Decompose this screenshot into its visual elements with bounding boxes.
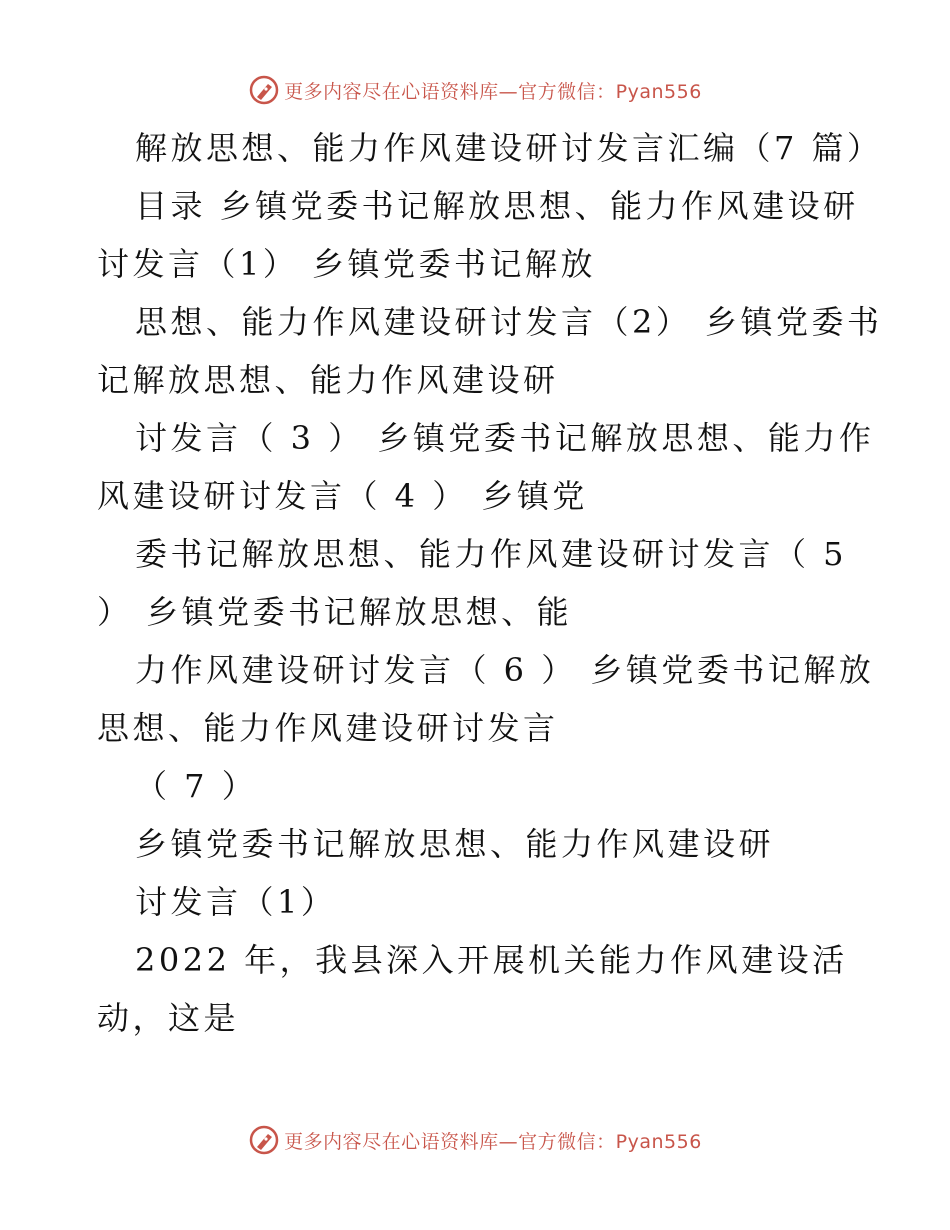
toc-line: （ 7 ）	[135, 767, 258, 805]
document-title: 解放思想、能力作风建设研讨发言汇编（7 篇）	[135, 129, 883, 167]
section-heading: 讨发言（1）	[135, 883, 337, 921]
toc-line: 思想、能力作风建设研讨发言	[97, 709, 559, 747]
footer-watermark-text: 更多内容尽在心语资料库—官方微信：Pyan556	[284, 1130, 702, 1153]
toc-line: 记解放思想、能力作风建设研	[97, 361, 559, 399]
body-paragraph-line: 2022 年，我县深入开展机关能力作风建设活	[135, 941, 848, 979]
toc-line: 思想、能力作风建设研讨发言（2） 乡镇党委书	[135, 303, 883, 341]
pen-nib-logo-icon	[248, 74, 280, 106]
header-watermark-text: 更多内容尽在心语资料库—官方微信：Pyan556	[284, 80, 702, 103]
header-watermark	[0, 70, 950, 110]
toc-line: 目录 乡镇党委书记解放思想、能力作风建设研	[135, 187, 859, 225]
toc-line: 讨发言（ 3 ） 乡镇党委书记解放思想、能力作	[135, 419, 875, 457]
footer-watermark	[0, 1120, 950, 1160]
body-paragraph-line: 动，这是	[97, 999, 240, 1037]
toc-line: 力作风建设研讨发言（ 6 ） 乡镇党委书记解放	[135, 651, 875, 689]
toc-line: 风建设研讨发言（ 4 ） 乡镇党	[97, 477, 588, 515]
toc-line: ） 乡镇党委书记解放思想、能	[97, 593, 573, 631]
toc-line: 讨发言（1） 乡镇党委书记解放	[97, 245, 597, 283]
section-heading: 乡镇党委书记解放思想、能力作风建设研	[135, 825, 775, 863]
pen-nib-logo-icon	[248, 1124, 280, 1156]
toc-line: 委书记解放思想、能力作风建设研讨发言（ 5	[135, 535, 848, 573]
